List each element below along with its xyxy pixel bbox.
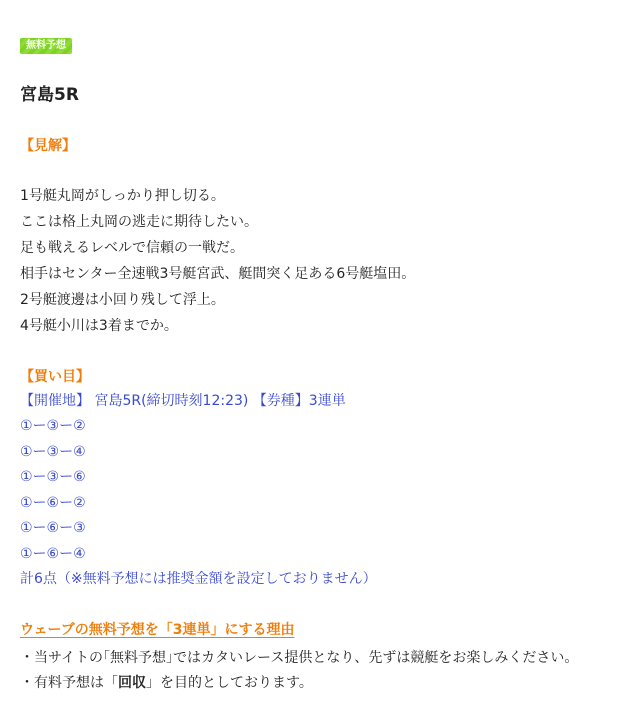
race-info: 【開催地】 宮島5R(締切時刻12:23) 【券種】3連単 [20,393,346,409]
bet-combination: ①ー③ー② [20,418,86,434]
kenkai-line: 1号艇丸岡がしっかり押し切る。 [20,188,225,204]
kenkai-line: ここは格上丸岡の逃走に期待したい。 [20,214,258,230]
page-title: 宮島5R [20,85,79,105]
bet-combination: ①ー⑥ー④ [20,546,86,562]
reason-line-2 [20,672,313,692]
kenkai-heading: 【見解】 [20,138,76,154]
reason-line-2-bold: 回収 [118,675,146,691]
bet-combination: ①ー⑥ー③ [20,520,86,536]
free-prediction-badge: 無料予想 [20,38,72,54]
kenkai-line: 4号艇小川は3着までか。 [20,318,178,334]
reason-line-1: ・当サイトの｢無料予想｣ではカタいレース提供となり、先ずは競艇をお楽しみください。 [20,650,579,666]
bet-combination: ①ー③ー④ [20,444,86,460]
bet-combination: ①ー⑥ー② [20,495,86,511]
kenkai-line: 足も戦えるレベルで信頼の一戦だ。 [20,240,244,256]
kaime-heading: 【買い目】 [20,369,90,385]
kenkai-line: 相手はセンター全速戦3号艇宮武、艇間突く足ある6号艇塩田。 [20,266,416,282]
bet-combination: ①ー③ー⑥ [20,469,86,485]
bet-total: 計6点（※無料予想には推奨金額を設定しておりません） [20,571,377,587]
reason-heading: ウェーブの無料予想を「3連単」にする理由 [20,622,295,638]
reason-line-2-prefix: ・有料予想は「 [20,675,118,691]
kenkai-line: 2号艇渡邊は小回り残して浮上。 [20,292,225,308]
reason-line-2-suffix: 」を目的としております。 [146,675,313,691]
